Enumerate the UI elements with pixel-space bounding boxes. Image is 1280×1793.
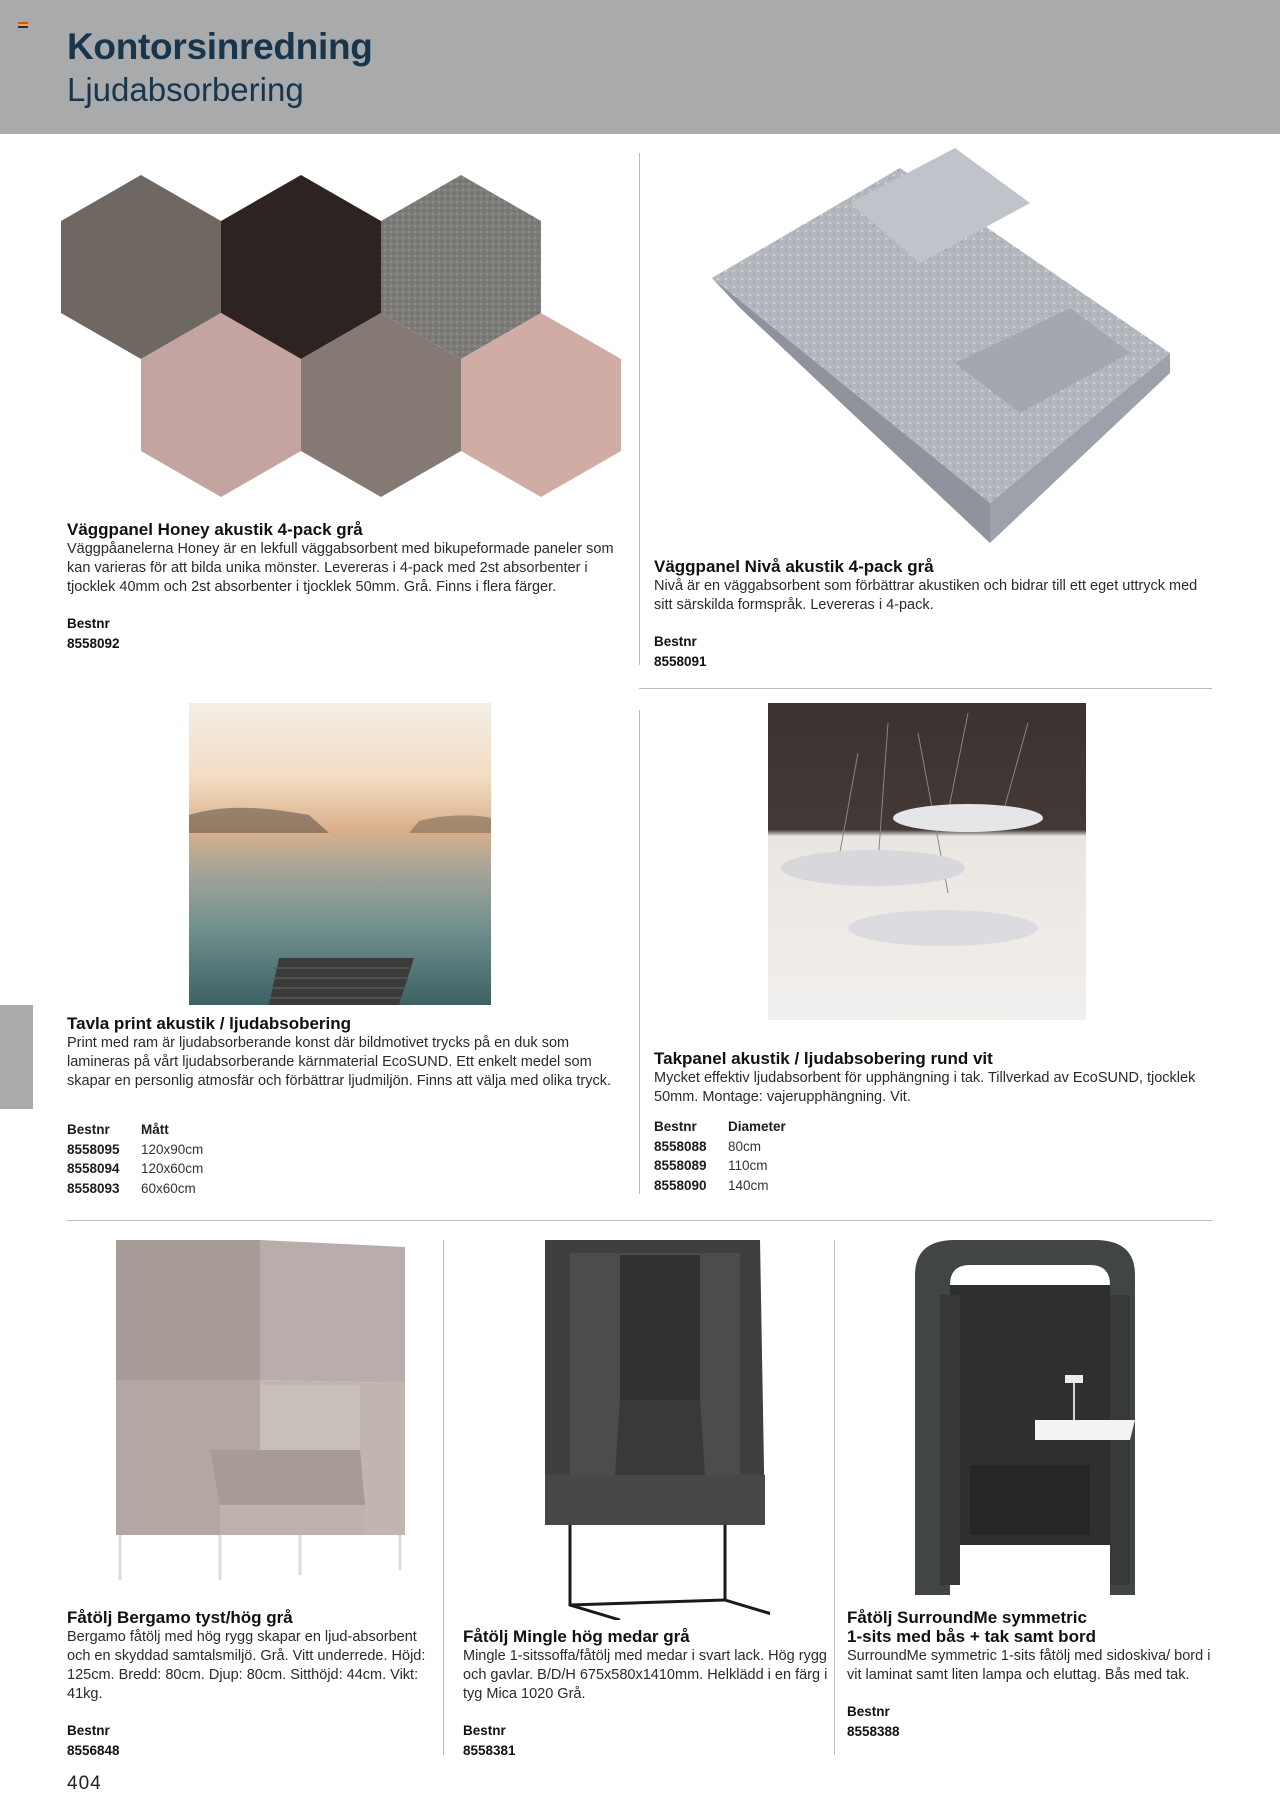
order-number: 8558381 — [463, 1743, 516, 1758]
order-number: 8558092 — [67, 636, 120, 651]
bergamo-chair-image — [110, 1235, 410, 1580]
order-number: 8558091 — [654, 654, 707, 669]
order-number: 8556848 — [67, 1743, 120, 1758]
product-niva — [654, 557, 1214, 669]
order-label: Bestnr — [654, 1119, 697, 1134]
row-divider — [67, 1220, 1212, 1221]
page-title: Kontorsinredning — [67, 26, 373, 67]
product-bergamo — [67, 1608, 437, 1758]
column-divider — [834, 1240, 835, 1755]
order-label: Bestnr — [463, 1723, 506, 1738]
column-divider — [639, 153, 640, 665]
honey-panel-image — [60, 170, 630, 510]
product-mingle — [463, 1627, 828, 1758]
size-table — [67, 1120, 203, 1198]
order-label: Bestnr — [67, 616, 110, 631]
product-title: Väggpanel Honey akustik 4-pack grå — [67, 520, 363, 539]
variant-row: 8558089 110cm — [654, 1158, 768, 1173]
niva-panel-image — [700, 148, 1175, 543]
product-title-line-2: 1-sits med bås + tak samt bord — [847, 1627, 1096, 1646]
lake-print-image — [189, 703, 491, 1005]
order-label: Bestnr — [847, 1704, 890, 1719]
product-tavla-print — [67, 1014, 627, 1091]
variant-row: 8558094 120x60cm — [67, 1161, 204, 1176]
row-divider — [639, 688, 1212, 689]
page-number: 404 — [67, 1773, 102, 1793]
flag-icon — [18, 22, 28, 28]
product-title: Tavla print akustik / ljudabsobering — [67, 1014, 352, 1033]
order-label: Bestnr — [67, 1122, 110, 1137]
ceiling-panel-image — [768, 703, 1086, 1020]
mingle-chair-image — [540, 1235, 770, 1620]
product-takpanel — [654, 1049, 1214, 1107]
side-tab-marker — [0, 1005, 33, 1109]
product-description: Bergamo fåtölj med hög rygg skapar en ljud-absorbent och en skyddad samtalsmiljö. Grå. Vitt underrede. Höjd: 125cm. Bredd: 80cm. Djup: 80cm. Sitthöjd: 44cm. Vikt: 41kg. — [67, 1629, 426, 1702]
page-subtitle: Ljudabsorbering — [67, 71, 304, 108]
product-surroundme — [847, 1608, 1212, 1739]
product-title-line-1: Fåtölj SurroundMe symmetric — [847, 1608, 1087, 1627]
spec-label: Diameter — [728, 1119, 786, 1134]
column-divider — [639, 710, 640, 1194]
product-title: Takpanel akustik / ljudabsobering rund vit — [654, 1049, 993, 1068]
product-description: Väggpåanelerna Honey är en lekfull väggabsorbent med bikupeformade paneler som kan varieras för att bilda unika mönster. Levereras i 4-pack med 2st absorbenter i tjocklek 40mm och 2st absorbenter i tjocklek 50mm. Grå. Finns i flera färger. — [67, 541, 614, 595]
variant-row: 8558088 80cm — [654, 1138, 762, 1154]
variant-row: 8558095 120x90cm — [67, 1141, 204, 1157]
surroundme-booth-image — [910, 1235, 1140, 1595]
page-header — [0, 0, 1280, 134]
product-description: SurroundMe symmetric 1-sits fåtölj med sidoskiva/ bord i vit laminat samt liten lampa och eluttag. Bås med tak. — [847, 1648, 1211, 1683]
product-description: Mingle 1-sitssoffa/fåtölj med medar i svart lack. Hög rygg och gavlar. B/D/H 675x580x1410mm. Helklädd i en färg i tyg Mica 1020 Grå. — [463, 1648, 828, 1702]
order-number: 8558388 — [847, 1724, 900, 1739]
order-label: Bestnr — [67, 1723, 110, 1738]
product-description: Nivå är en väggabsorbent som förbättrar akustiken och bidrar till ett eget uttryck med sitt särskilda formspråk. Levereras i 4-pack. — [654, 578, 1198, 613]
variant-row: 8558090 140cm — [654, 1177, 769, 1193]
column-divider — [443, 1240, 444, 1755]
order-label: Bestnr — [654, 634, 697, 649]
product-description: Mycket effektiv ljudabsorbent för upphängning i tak. Tillverkad av EcoSUND, tjocklek 50mm. Montage: vajerupphängning. Vit. — [654, 1070, 1196, 1105]
product-title: Fåtölj Bergamo tyst/hög grå — [67, 1608, 293, 1627]
product-honey — [67, 520, 627, 651]
product-description: Print med ram är ljudabsorberande konst där bildmotivet trycks på en duk som lamineras på vårt ljudabsorberande kärnmaterial EcoSUND. Ett enkelt medel som skapar en personlig atmosfär och förbättrar ljudmiljön. Finns att välja med olika tryck. — [67, 1035, 611, 1089]
diameter-table — [654, 1117, 786, 1195]
variant-row: 8558093 60x60cm — [67, 1180, 196, 1196]
product-title: Fåtölj Mingle hög medar grå — [463, 1627, 690, 1646]
spec-label: Mått — [141, 1122, 169, 1137]
product-title: Väggpanel Nivå akustik 4-pack grå — [654, 557, 934, 576]
